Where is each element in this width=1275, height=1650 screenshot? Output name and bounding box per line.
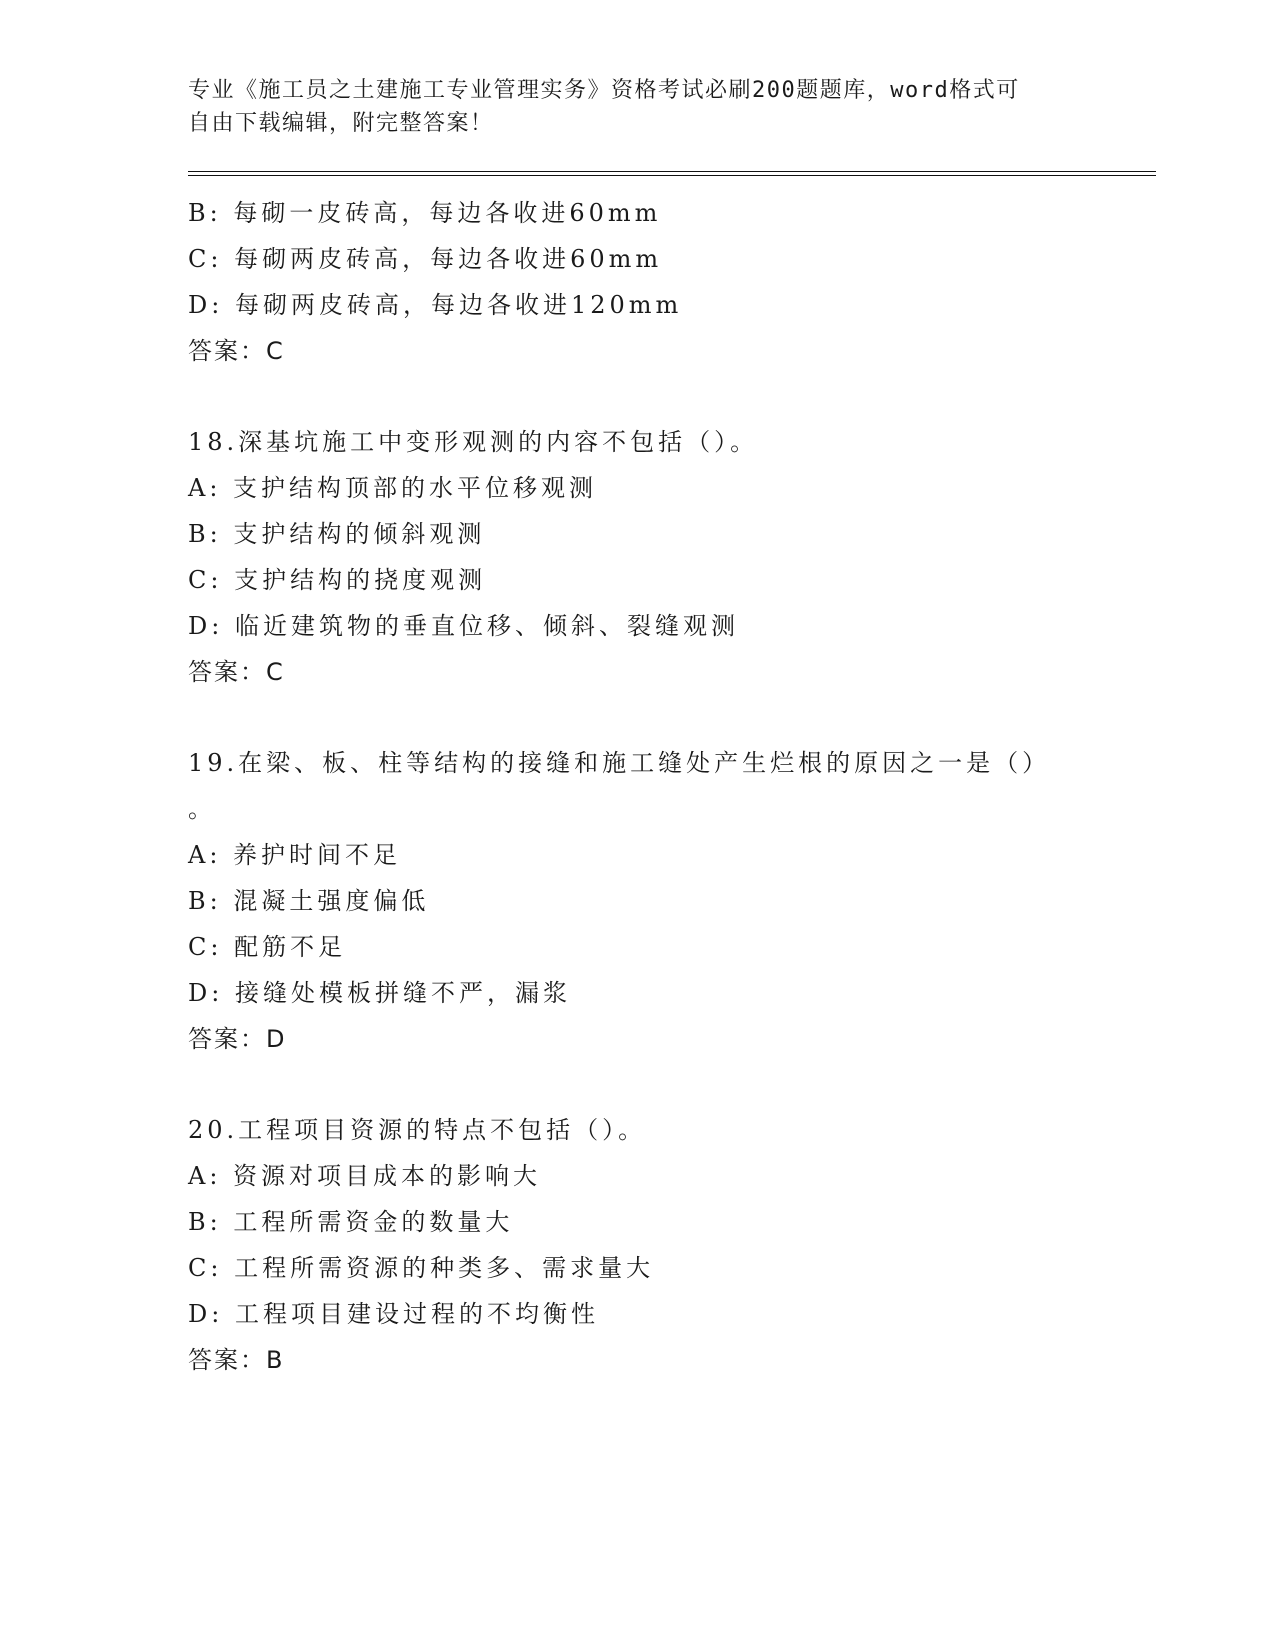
question-stem: 20.工程项目资源的特点不包括（）。 bbox=[188, 1116, 647, 1144]
answer-line: 答案：B bbox=[188, 1346, 285, 1374]
header-line-1: 专业《施工员之土建施工专业管理实务》资格考试必刷200题题库，word格式可 bbox=[188, 78, 1020, 103]
question-stem: 18.深基坑施工中变形观测的内容不包括（）。 bbox=[188, 428, 759, 456]
header-rule-bottom bbox=[188, 175, 1156, 176]
option-a: A: 资源对项目成本的影响大 bbox=[188, 1162, 542, 1190]
question-block-19 bbox=[188, 740, 1088, 1062]
option-d: D: 接缝处模板拼缝不严，漏浆 bbox=[188, 979, 571, 1007]
option-a: A: 支护结构顶部的水平位移观测 bbox=[188, 474, 598, 502]
header-rule-top bbox=[188, 171, 1156, 172]
question-block-17-partial bbox=[188, 190, 1088, 374]
answer-line: 答案：C bbox=[188, 658, 285, 686]
option-a: A: 养护时间不足 bbox=[188, 841, 402, 869]
spacer bbox=[188, 695, 1088, 740]
answer-line: 答案：C bbox=[188, 337, 285, 365]
option-d: D: 临近建筑物的垂直位移、倾斜、裂缝观测 bbox=[188, 612, 739, 640]
option-d: D: 工程项目建设过程的不均衡性 bbox=[188, 1300, 599, 1328]
question-stem-continuation: 。 bbox=[188, 795, 216, 823]
option-c: C: 配筋不足 bbox=[188, 933, 347, 961]
spacer bbox=[188, 374, 1088, 419]
option-b: B: 支护结构的倾斜观测 bbox=[188, 520, 486, 548]
header-line-2: 自由下载编辑，附完整答案！ bbox=[188, 111, 494, 136]
question-list bbox=[188, 190, 1088, 1383]
question-block-18 bbox=[188, 419, 1088, 695]
option-c: C: 每砌两皮砖高，每边各收进60mm bbox=[188, 245, 663, 273]
option-b: B: 每砌一皮砖高，每边各收进60mm bbox=[188, 199, 662, 227]
document-header bbox=[188, 74, 1088, 140]
option-b: B: 工程所需资金的数量大 bbox=[188, 1208, 514, 1236]
question-block-20 bbox=[188, 1107, 1088, 1383]
option-c: C: 工程所需资源的种类多、需求量大 bbox=[188, 1254, 655, 1282]
option-c: C: 支护结构的挠度观测 bbox=[188, 566, 487, 594]
option-d: D: 每砌两皮砖高，每边各收进120mm bbox=[188, 291, 683, 319]
answer-line: 答案：D bbox=[188, 1025, 287, 1053]
option-b: B: 混凝土强度偏低 bbox=[188, 887, 430, 915]
question-stem: 19.在梁、板、柱等结构的接缝和施工缝处产生烂根的原因之一是（） bbox=[188, 749, 1051, 777]
spacer bbox=[188, 1062, 1088, 1107]
